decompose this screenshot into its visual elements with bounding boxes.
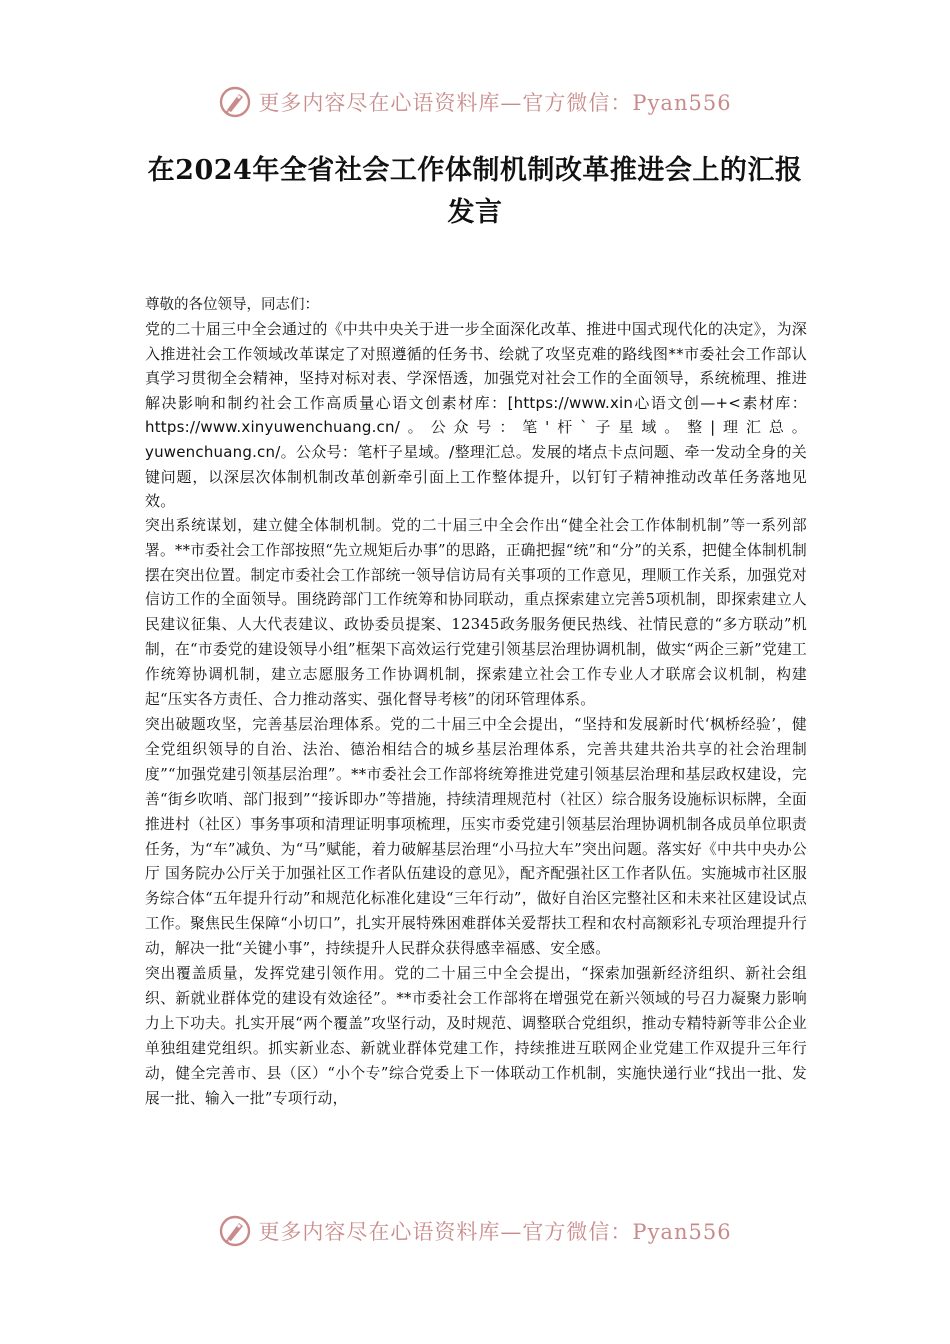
salutation: 尊敬的各位领导，同志们：: [145, 297, 319, 313]
body-paragraph: 突出覆盖质量，发挥党建引领作用。党的二十届三中全会提出，“探索加强新经济组织、新社会组织、新就业群体党的建设有效途径”。**市委社会工作部将在增强党在新兴领域的号召力凝聚力影响力上下功夫。扎实开展“两个覆盖”攻坚行动，及时规范、调整联合党组织，推动专精特新等非公企业单独组建党组织。抓实新业态、新就业群体党建工作，持续推进互联网企业党建工作双提升三年行动，健全完善市、县（区）“小个专”综合党委上下一体联动工作机制，实施快递行业“找出一批、发展一批、输入一批”专项行动，: [145, 965, 807, 1107]
body-paragraph: 突出破题攻坚，完善基层治理体系。党的二十届三中全会提出，“坚持和发展新时代‘枫桥经验’，健全党组织领导的自治、法治、德治相结合的城乡基层治理体系，完善共建共治共享的社会治理制度”“加强党建引领基层治理”。**市委社会工作部将统筹推进党建引领基层治理和基层政权建设，完善“街乡吹哨、部门报到”“接诉即办”等措施，持续清理规范村（社区）综合服务设施标识标牌，全面推进村（社区）事务事项和清理证明事项梳理，压实市委党建引领基层治理协调机制各成员单位职责任务，为“车”减负、为“马”赋能，着力破解基层治理“小马拉大车”突出问题。落实好《中共中央办公厅 国务院办公厅关于加强社区工作者队伍建设的意见》，配齐配强社区工作者队伍。实施城市社区服务综合体“五年提升行动”和规范化标准化建设“三年行动”，做好自治区完整社区和未来社区建设试点工作。聚焦民生保障“小切口”，扎实开展特殊困难群体关爱帮扶工程和农村高额彩礼专项治理提升行动，解决一批“关键小事”，持续提升人民群众获得感幸福感、安全感。: [145, 716, 807, 958]
document-title: 在2024年全省社会工作体制机制改革推进会上的汇报发言: [147, 155, 803, 228]
pen-nib-icon: [218, 85, 252, 119]
intro-paragraph: 党的二十届三中全会通过的《中共中央关于进一步全面深化改革、推进中国式现代化的决定》，为深入推进社会工作领域改革谋定了对照遵循的任务书、绘就了攻坚克难的路线图**市委社会工作部认真学习贯彻全会精神，坚持对标对表、学深悟透，加强党对社会工作的全面领导，系统梳理、推进解决影响和制约社会工作高质量心语文创素材库：[https://www.xin心语文创—+<素材库：https://www.xinyuwenchuang.cn/。公众号：笔'杆`子星域。整|理汇总。yuwenchuang.cn/。公众号：笔杆子星域。/整理汇总。发展的堵点卡点问题、牵一发动全身的关键问题，以深层次体制机制改革创新牵引面上工作整体提升，以钉钉子精神推动改革任务落地见效。: [145, 320, 807, 511]
body-paragraph: 突出系统谋划，建立健全体制机制。党的二十届三中全会作出“健全社会工作体制机制”等一系列部署。**市委社会工作部按照“先立规矩后办事”的思路，正确把握“统”和“分”的关系，把健全体制机制摆在突出位置。制定市委社会工作部统一领导信访局有关事项的工作意见，理顺工作关系，加强党对信访工作的全面领导。围绕跨部门工作统筹和协同联动，重点探索建立完善5项机制，即探索建立人民建议征集、人大代表建议、政协委员提案、12345政务服务便民热线、社情民意的“多方联动”机制，在“市委党的建设领导小组”框架下高效运行党建引领基层治理协调机制，做实“两企三新”党建工作统筹协调机制，建立志愿服务工作协调机制，探索建立社会工作专业人才联席会议机制，构建起“压实各方责任、合力推动落实、强化督导考核”的闭环管理体系。: [145, 516, 807, 709]
banner-text: 更多内容尽在心语资料库—官方微信：Pyan556: [258, 91, 732, 115]
pen-nib-icon: [218, 1214, 252, 1248]
footer-banner: [0, 1209, 950, 1253]
banner-text: 更多内容尽在心语资料库—官方微信：Pyan556: [258, 1220, 732, 1244]
header-banner: [0, 80, 950, 124]
document-body: [145, 293, 807, 1112]
